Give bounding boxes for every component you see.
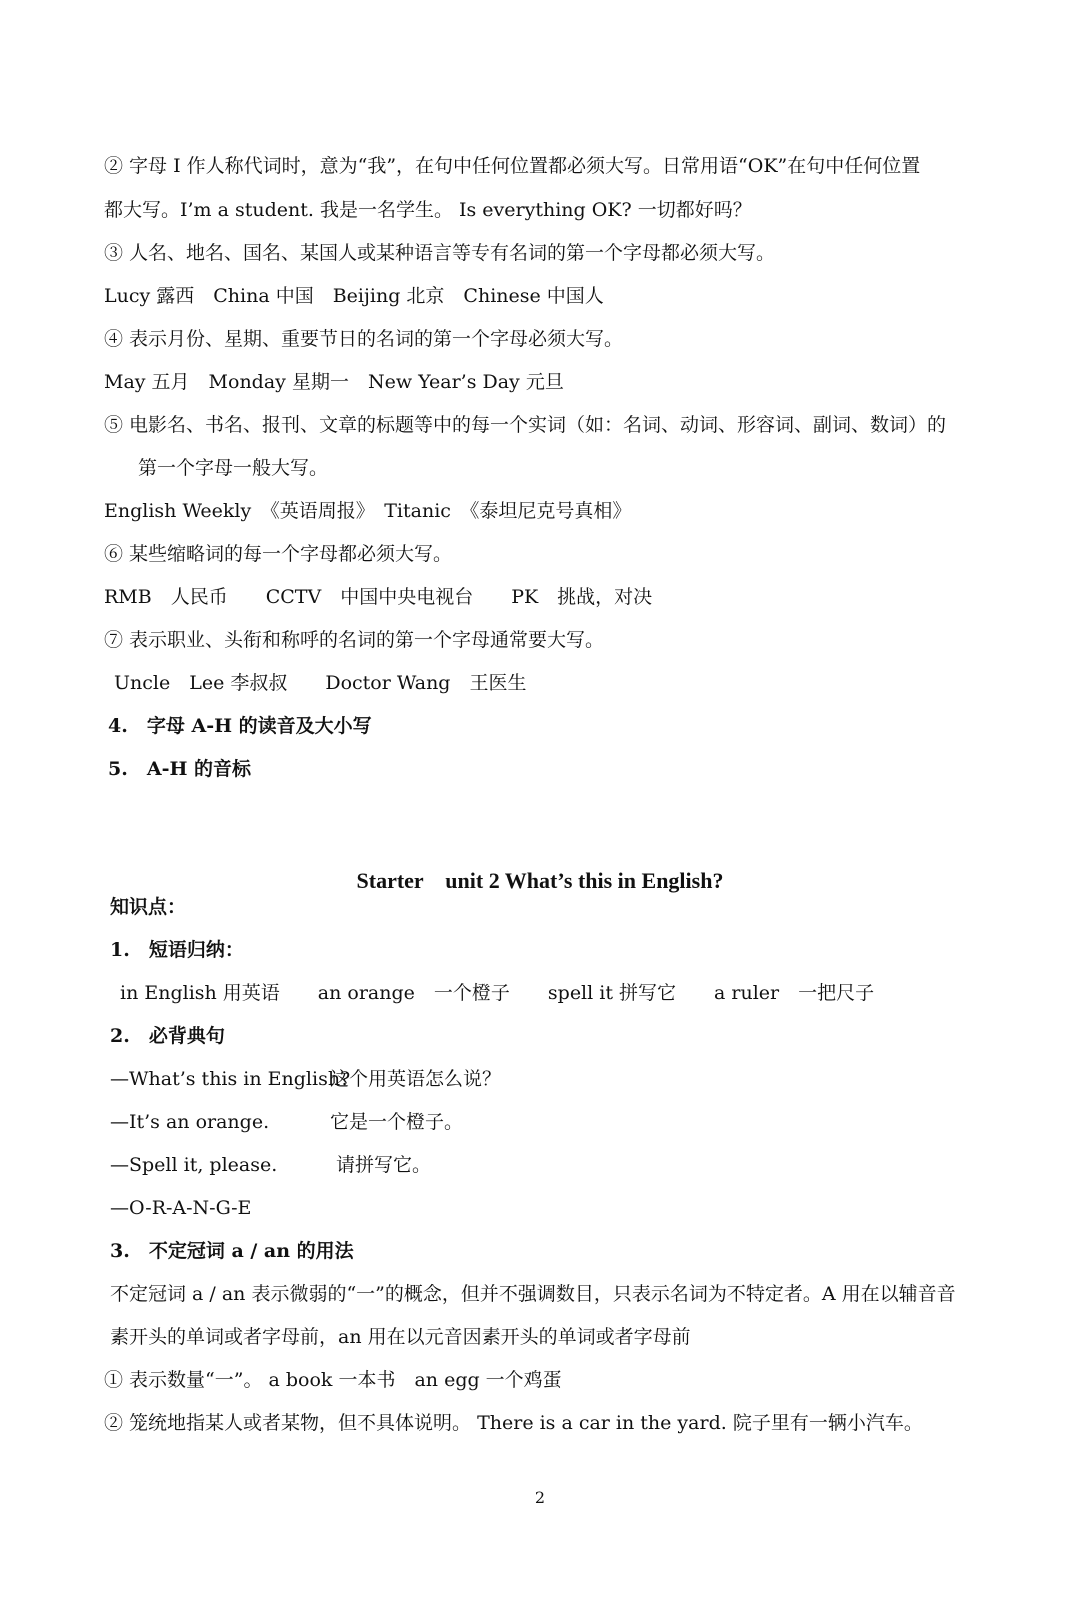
dialogue-line-1-en: —What’s this in English?	[110, 1068, 351, 1090]
rule-4-examples: May 五月 Monday 星期一 New Year’s Day 元旦	[104, 371, 564, 393]
dialogue-line-4: —O-R-A-N-G-E	[110, 1197, 252, 1219]
dialogue-line-3-zh: 请拼写它。	[336, 1154, 432, 1176]
page-number: 2	[534, 1488, 546, 1507]
rule-6: ⑥ 某些缩略词的每一个字母都必须大写。	[104, 543, 453, 565]
rule-5-line-1: ⑤ 电影名、书名、报刊、文章的标题等中的每一个实词（如：名词、动词、形容词、副词、数词）的	[104, 414, 947, 436]
phrases-list: in English 用英语 an orange 一个橙子 spell it 拼写它 a ruler 一把尺子	[120, 982, 875, 1004]
rule-4: ④ 表示月份、星期、重要节日的名词的第一个字母必须大写。	[104, 328, 624, 350]
section-5-heading: 5. A-H 的音标	[108, 758, 252, 780]
rule-5-examples: English Weekly 《英语周报》 Titanic 《泰坦尼克号真相》	[104, 500, 632, 522]
articles-heading: 3. 不定冠词 a / an 的用法	[110, 1240, 354, 1262]
rule-2-line-2: 都大写。I’m a student. 我是一名学生。 Is everything OK? 一切都好吗？	[104, 199, 752, 221]
dialogue-line-3-en: —Spell it, please.	[110, 1154, 278, 1176]
rule-7-examples: Uncle Lee 李叔叔 Doctor Wang 王医生	[114, 672, 527, 694]
articles-explanation-line-1: 不定冠词 a / an 表示微弱的“一”的概念，但并不强调数目，只表示名词为不特定者。A 用在以辅音音	[110, 1283, 956, 1305]
articles-usage-2: ② 笼统地指某人或者某物，但不具体说明。 There is a car in the yard. 院子里有一辆小汽车。	[104, 1412, 923, 1434]
section-4-heading: 4. 字母 A-H 的读音及大小写	[108, 715, 372, 737]
rule-3: ③ 人名、地名、国名、某国人或某种语言等专有名词的第一个字母都必须大写。	[104, 242, 776, 264]
knowledge-points-label: 知识点：	[110, 896, 187, 918]
rule-6-examples: RMB 人民币 CCTV 中国中央电视台 PK 挑战，对决	[104, 586, 653, 608]
articles-usage-1: ① 表示数量“一”。 a book 一本书 an egg 一个鸡蛋	[104, 1369, 562, 1391]
dialogue-line-2-zh: 它是一个橙子。	[330, 1111, 464, 1133]
rule-7: ⑦ 表示职业、头衔和称呼的名词的第一个字母通常要大写。	[104, 629, 605, 651]
articles-explanation-line-2: 素开头的单词或者字母前，an 用在以元音因素开头的单词或者字母前	[110, 1326, 691, 1348]
rule-3-examples: Lucy 露西 China 中国 Beijing 北京 Chinese 中国人	[104, 285, 604, 307]
key-sentences-heading: 2. 必背典句	[110, 1025, 225, 1047]
dialogue-line-1-zh: 这个用英语怎么说？	[330, 1068, 502, 1090]
unit-title: Starter unit 2 What’s this in English?	[356, 868, 724, 893]
phrases-heading: 1. 短语归纳：	[110, 939, 244, 961]
rule-2-line-1: ② 字母 I 作人称代词时，意为“我”，在句中任何位置都必须大写。日常用语“OK”在句中任何位置	[104, 155, 921, 177]
rule-5-line-2: 第一个字母一般大写。	[138, 457, 329, 479]
dialogue-line-2-en: —It’s an orange.	[110, 1111, 270, 1133]
